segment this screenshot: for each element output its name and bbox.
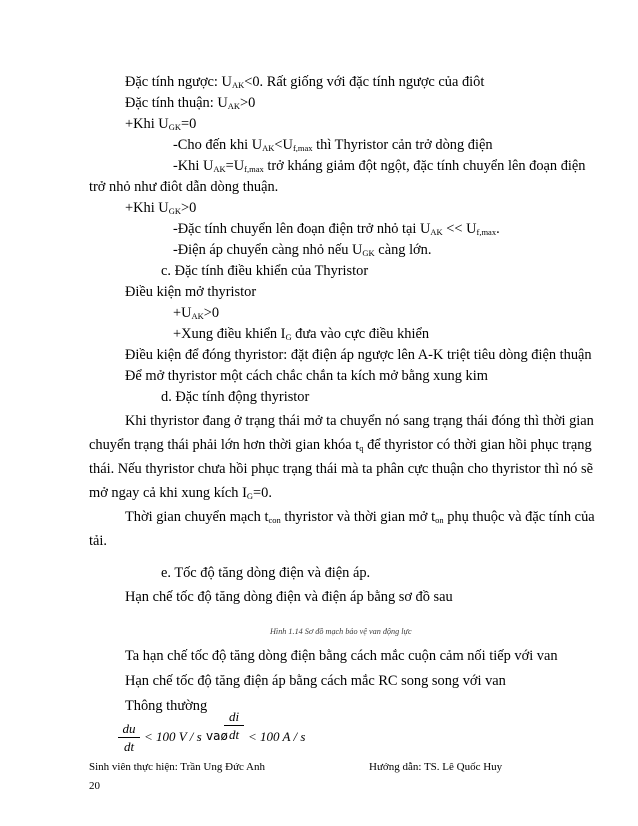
- text-run: -Điện áp chuyển càng nhỏ nếu U: [173, 242, 363, 258]
- text-run: -Khi U: [173, 158, 214, 174]
- subscript: AK: [430, 227, 443, 237]
- text-run: để thyristor có thời gian hồi phục trạng: [363, 437, 592, 453]
- text-run: đưa vào cực điều khiển: [291, 326, 430, 342]
- text-run: <U: [274, 137, 293, 153]
- fraction-du-dt: [118, 720, 140, 755]
- text-run: thái. Nếu thyristor chưa hồi phục trạng thái mà ta phân cực thuận cho thyristor thì nó sẽ: [89, 461, 593, 477]
- subscript: GK: [168, 122, 181, 132]
- fraction-denominator: dt: [123, 739, 135, 754]
- text-line: [125, 647, 558, 665]
- formula-inequality-current: < 100 A / s: [248, 729, 306, 744]
- text-run: >0: [203, 305, 220, 321]
- subscript: AK: [231, 80, 245, 90]
- formula-inequality-voltage: < 100 V / s: [144, 729, 202, 744]
- text-run: d. Đặc tính động thyristor: [161, 389, 310, 405]
- text-line: [125, 672, 506, 690]
- text-run: >0: [180, 200, 197, 216]
- figure-caption: Hình 1.14 Sơ đồ mạch bảo vệ van động lực: [270, 627, 412, 636]
- text-run: +Khi U: [125, 116, 169, 132]
- text-run: =0.: [253, 485, 272, 501]
- text-run: Thông thường: [125, 698, 208, 714]
- text-run: Khi thyristor đang ở trạng thái mở ta chuyển nó sang trạng thái đóng thì thời gian: [125, 413, 594, 429]
- page-number: 20: [89, 780, 100, 792]
- text-line: [125, 412, 594, 430]
- text-line: [173, 157, 586, 175]
- text-run: thì Thyristor cản trở dòng điện: [312, 137, 493, 153]
- text-line: [89, 532, 107, 550]
- fraction-denominator: dt: [228, 727, 240, 742]
- text-run: .: [496, 221, 500, 237]
- text-run: mở ngay cả khi xung kích I: [89, 485, 247, 501]
- text-run: Hạn chế tốc độ tăng dòng điện và điện áp bằng sơ đồ sau: [125, 589, 453, 605]
- subscript: f,max: [476, 227, 497, 237]
- text-line: [173, 304, 219, 322]
- text-run: -Đặc tính chuyển lên đoạn điện trở nhỏ tại U: [173, 221, 431, 237]
- text-run: >0: [240, 95, 256, 111]
- text-line: [125, 508, 595, 526]
- text-line: [125, 94, 255, 112]
- text-run: Đặc tính thuận: U: [125, 95, 228, 111]
- text-line: [173, 325, 429, 343]
- text-run: Ta hạn chế tốc độ tăng dòng điện bằng cách mắc cuộn cảm nối tiếp với van: [125, 648, 558, 664]
- subscript: G: [246, 491, 254, 501]
- text-run: =U: [225, 158, 245, 174]
- text-run: tải.: [89, 533, 107, 549]
- text-run: thyristor và thời gian mở t: [280, 509, 436, 525]
- text-run: càng lớn.: [374, 242, 432, 258]
- text-line: [173, 136, 493, 154]
- text-run: +Xung điều khiển I: [173, 326, 286, 342]
- text-run: trở nhỏ như điôt dẫn dòng thuận.: [89, 179, 279, 195]
- subscript: AK: [227, 101, 240, 111]
- text-line: [125, 697, 207, 715]
- text-run: Điều kiện để đóng thyristor: đặt điện áp ngược lên A-K triệt tiêu dòng điện thuận: [125, 347, 592, 363]
- text-line: [125, 115, 196, 133]
- text-run: +Khi U: [125, 200, 169, 216]
- section-heading: [161, 388, 309, 406]
- text-line: [125, 199, 196, 217]
- footer-student: Sinh viên thực hiện: Trần Ung Đức Anh: [89, 761, 266, 773]
- formula-joiner: vaø: [206, 729, 228, 743]
- text-run: <0. Rất giống với đặc tính ngược của điôt: [244, 74, 485, 90]
- text-line: [89, 178, 278, 196]
- subscript: AK: [213, 164, 226, 174]
- text-run: Điều kiện mở thyristor: [125, 284, 257, 300]
- text-run: =0: [180, 116, 197, 132]
- text-line: [89, 436, 592, 454]
- subscript: q: [359, 443, 364, 453]
- text-run: Để mở thyristor một cách chắc chắn ta kích mở bằng xung kim: [125, 368, 488, 384]
- fraction-di-dt: [224, 708, 244, 743]
- section-heading: [161, 262, 368, 280]
- subscript: GK: [168, 206, 181, 216]
- text-line: [173, 220, 500, 238]
- subscript: f,max: [244, 164, 264, 174]
- text-run: Đặc tính ngược: U: [125, 74, 232, 90]
- text-line: [125, 588, 453, 606]
- subscript: AK: [191, 311, 204, 321]
- subscript: con: [268, 515, 281, 525]
- text-line: [89, 484, 272, 502]
- text-run: trở kháng giảm đột ngột, đặc tính chuyển lên đoạn điện: [263, 158, 586, 174]
- section-heading: [161, 564, 370, 582]
- text-line: [125, 73, 484, 91]
- text-run: chuyển trạng thái phải lớn hơn thời gian khóa t: [89, 437, 360, 453]
- text-run: phụ thuộc và đặc tính của: [443, 509, 595, 525]
- text-line: [173, 241, 431, 259]
- text-run: +U: [173, 305, 192, 321]
- fraction-numerator: du: [118, 720, 140, 738]
- text-line: [125, 346, 592, 364]
- text-run: -Cho đến khi U: [173, 137, 263, 153]
- subscript: AK: [262, 143, 275, 153]
- subscript: G: [285, 332, 292, 342]
- text-run: Hạn chế tốc độ tăng điện áp bằng cách mắc RC song song với van: [125, 673, 506, 689]
- subscript: f,max: [292, 143, 313, 153]
- text-run: << U: [442, 221, 477, 237]
- subscript: on: [435, 515, 444, 525]
- text-line: [125, 367, 488, 385]
- text-run: c. Đặc tính điều khiển của Thyristor: [161, 263, 369, 279]
- subscript: GK: [362, 248, 375, 258]
- text-run: Thời gian chuyển mạch t: [125, 509, 269, 525]
- fraction-numerator: di: [224, 708, 244, 726]
- text-line: [125, 283, 256, 301]
- text-run: e. Tốc độ tăng dòng điện và điện áp.: [161, 565, 371, 581]
- text-line: [89, 460, 593, 478]
- footer-advisor: Hướng dẫn: TS. Lê Quốc Huy: [369, 761, 503, 773]
